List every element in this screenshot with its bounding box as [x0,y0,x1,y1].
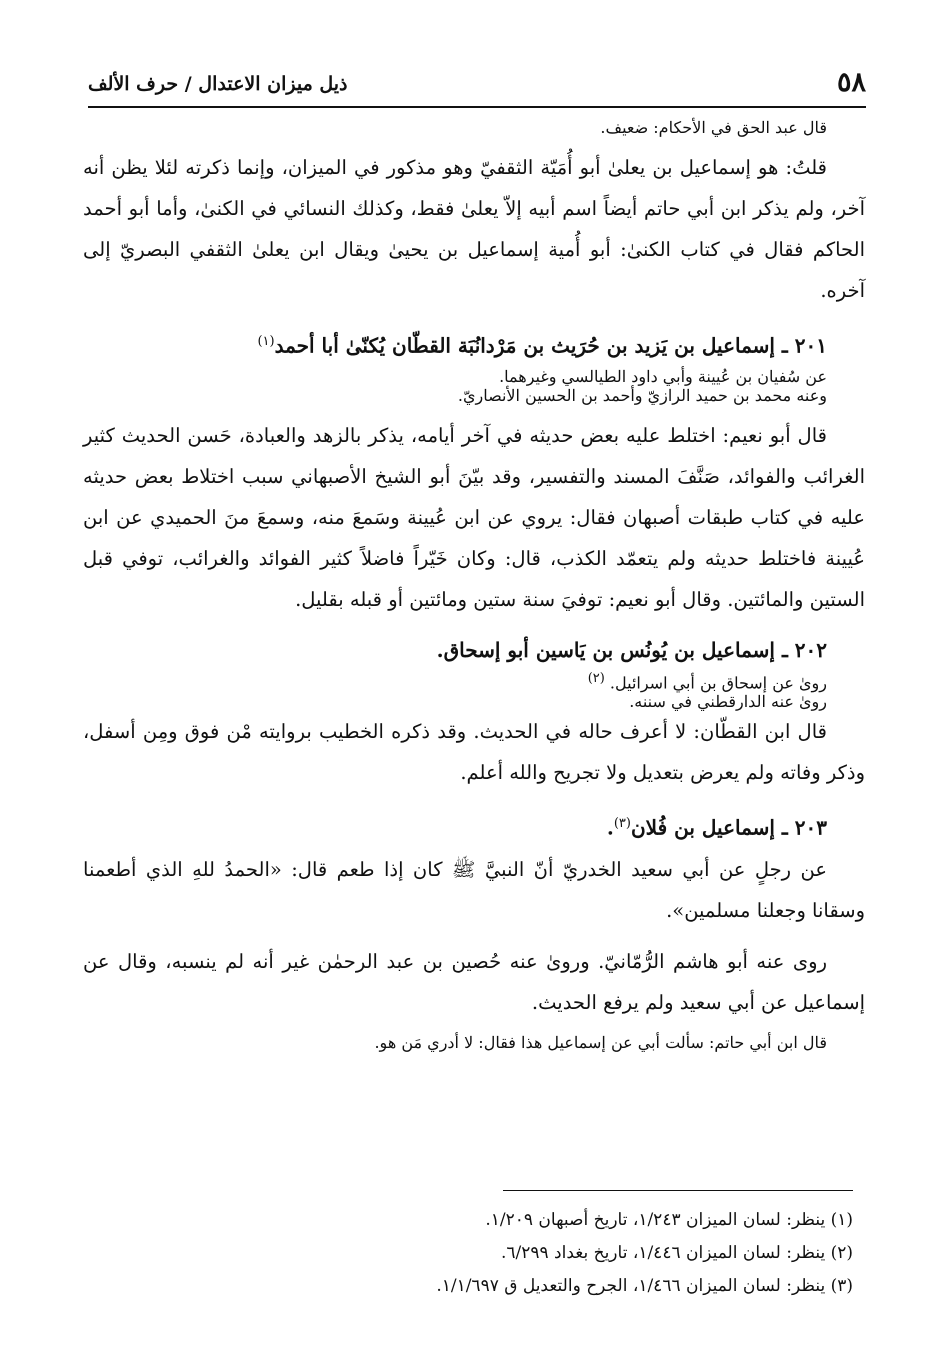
page-number: ٥٨ [836,67,866,98]
page-body [83,118,865,1052]
paragraph-abd-al-haqq: قال عبد الحق في الأحكام: ضعيف. [600,118,827,137]
entry-201-title-text: ٢٠١ ـ إسماعيل بن يَزيد بن حُرَيث بن مَرْدانُبَة القطّان يُكنّىٰ أبا أحمد [274,333,827,358]
entry-202-narrated-from-text: روىٰ عن إسحاق بن أبي اسرائيل. [609,672,827,692]
footnote-ref-3: (٣) [613,815,631,831]
footnote-ref-1: (١) [257,334,275,349]
footnote-separator [503,1190,853,1191]
paragraph-qultu: قلتُ: هو إسماعيل بن يعلىٰ أبو أُمَيّة الثقفيّ وهو مذكور في الميزان، وإنما ذكرته لئلا يظن أنه آخر، ولم يذكر ابن أبي حاتم أيضاً اسم أبيه إلاّ يعلىٰ فقط، وكذلك النسائي في الكنىٰ، وأما أبو أحمد الحاكم فقال في كتاب الكنىٰ: أبو أُمية إسماعيل بن يحيىٰ ويقال ابن يعلىٰ الثقفي البصريّ إلى آخره. [83,156,865,302]
entry-202-narrated-from [83,671,865,692]
footnote-ref-2: (٢) [587,670,605,686]
entry-203-title-end: . [606,815,614,840]
entry-201-narrated-from: عن سُفيان بن عُيينة وأبي داود الطيالسي وغيرهما. [499,366,827,386]
entry-203-title-text: ٢٠٣ ـ إسماعيل بن فُلان [630,815,827,840]
footnote-1: (١) ينظر: لسان الميزان ١/٢٤٣، تاريخ أصبهان ١/٢٠٩. [485,1210,853,1230]
footnote-2: (٢) ينظر: لسان الميزان ١/٤٤٦، تاريخ بغداد ٦/٢٩٩. [500,1243,853,1263]
running-title: ذيل ميزان الاعتدال / حرف الألف [88,73,348,95]
entry-202-ibn-al-qattan: قال ابن القطّان: لا أعرف حاله في الحديث. وقد ذكره الخطيب بروايته مْن فوق ومِن أسفل، وذكر وفاته ولم يعرض بتعديل ولا تجريح والله أعلم. [83,719,865,784]
entry-203-hadith: عن رجلٍ عن أبي سعيد الخدريّ أنّ النبيَّ ﷺ كان إذا طعم قال: «الحمدُ للهِ الذي أطعمنا وسقانا وجعلنا مسلمين». [83,857,865,922]
page-header [88,66,866,108]
footnotes [153,1204,853,1303]
entry-203-ibn-abi-hatim: قال ابن أبي حاتم: سألت أبي عن إسماعيل هذا فقال: لا أدري مَن هو. [374,1032,827,1052]
footnote-3: (٣) ينظر: لسان الميزان ١/٤٦٦، الجرح والتعديل ق ١/١/٦٩٧. [436,1276,853,1296]
entry-202-narrated-by: روىٰ عنه الدارقطني في سننه. [629,691,827,711]
entry-201-title [83,321,865,367]
entry-201-abu-nuaym: قال أبو نعيم: اختلط عليه بعض حديثه في آخر أيامه، يذكر بالزهد والعبادة، حَسن الحديث كثير الغرائب والفوائد، صَنَّفَ المسند والتفسير، وقد بيّنَ أبو الشيخ الأصبهاني سبب اختلاط بعض حديثه عليه في كتاب طبقات أصبهان فقال: يروي عن ابن عُيينة وسَمعَ منه، وسمعَ منَ الحميدي عن ابن عُيينة فاختلط حديثه ولم يتعمّد الكذب، قال: وكان خَيّراً فاضلاً كثير الفوائد والغرائب، توفي قبل الستين والمائتين. وقال أبو نعيم: توفيَ سنة ستين ومائتين أو قبله بقليل. [83,423,865,611]
entry-203-title [83,803,865,849]
entry-201-narrated-by: وعنه محمد بن حميد الرازيّ وأحمد بن الحسين الأنصاريّ. [457,385,827,405]
entry-202-title: ٢٠٢ ـ إسماعيل بن يُونُس بن يَاسين أبو إسحاق. [436,637,827,662]
entry-203-narrated-by: روى عنه أبو هاشم الرُّمّانيّ. وروىٰ عنه حُصين بن عبد الرحمٰن غير أنه لم ينسبه، وقال عن إسماعيل عن أبي سعيد ولم يرفع الحديث. [83,949,865,1014]
